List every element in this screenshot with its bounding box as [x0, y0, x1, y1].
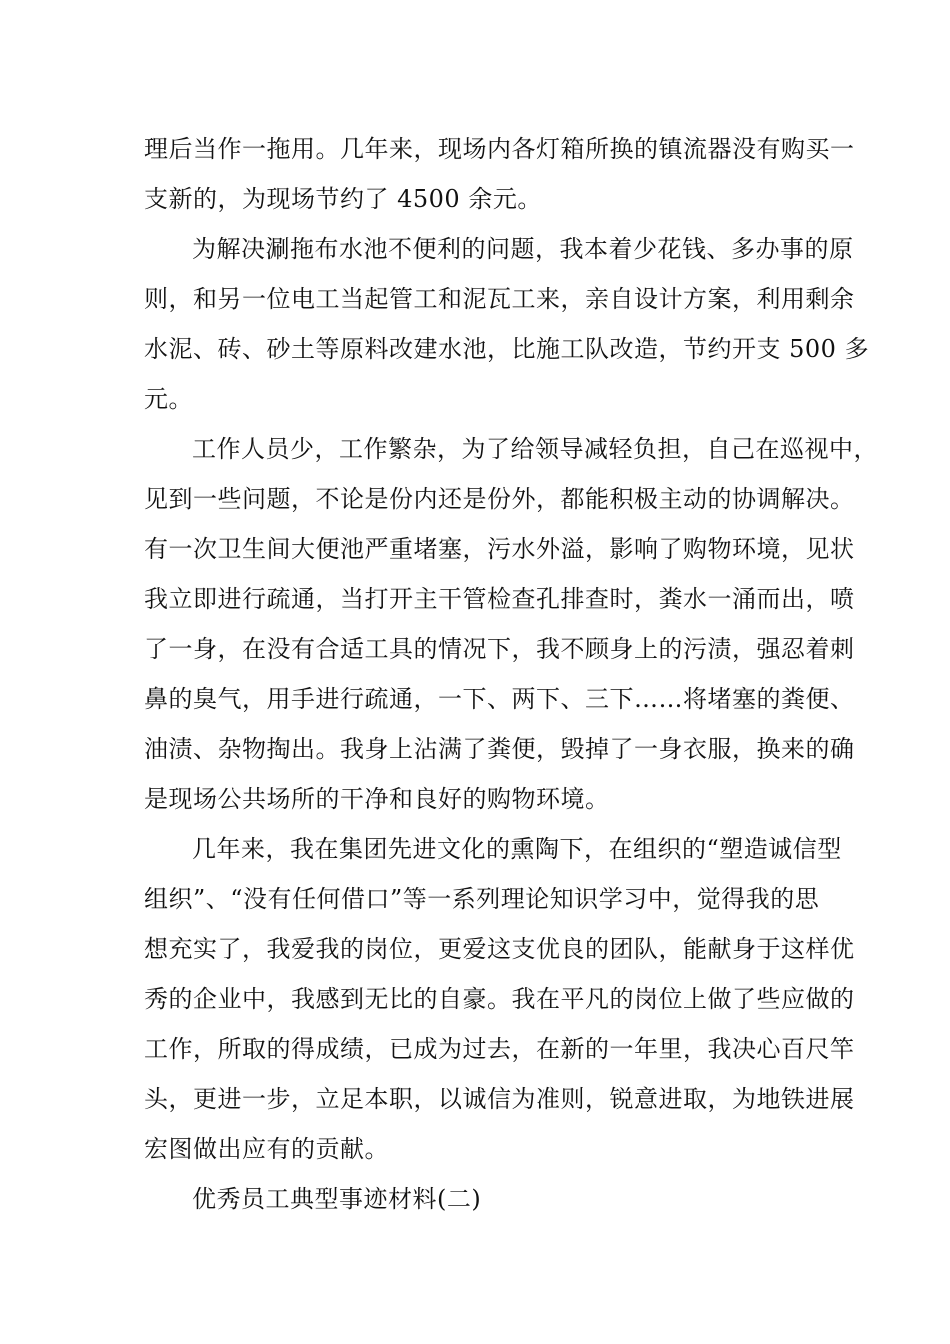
text-line: 工作，所取的得成绩，已成为过去，在新的一年里，我决心百尺竿 [144, 1035, 855, 1063]
text-line: 则，和另一位电工当起管工和泥瓦工来，亲自设计方案，利用剩余 [144, 285, 855, 313]
paragraph-start: 为解决涮拖布水池不便利的问题，我本着少花钱、多办事的原 [192, 235, 854, 263]
text-line: 水泥、砖、砂土等原料改建水池，比施工队改造，节约开支 500 多 [144, 335, 870, 363]
text-line: 油渍、杂物掏出。我身上沾满了粪便，毁掉了一身衣服，换来的确 [144, 735, 855, 763]
text-line: 元。 [144, 385, 193, 413]
text-line: 组织”、“没有任何借口”等一系列理论知识学习中，觉得我的思 [144, 885, 820, 913]
text-line: 鼻的臭气，用手进行疏通，一下、两下、三下……将堵塞的粪便、 [144, 685, 855, 713]
text-line: 头，更进一步，立足本职，以诚信为准则，锐意进取，为地铁进展 [144, 1085, 855, 1113]
text-line: 见到一些问题，不论是份内还是份外，都能积极主动的协调解决。 [144, 485, 855, 513]
section-heading: 优秀员工典型事迹材料(二) [192, 1185, 482, 1213]
text-line: 宏图做出应有的贡献。 [144, 1135, 389, 1163]
text-line: 了一身，在没有合适工具的情况下，我不顾身上的污渍，强忍着刺 [144, 635, 855, 663]
text-line: 秀的企业中，我感到无比的自豪。我在平凡的岗位上做了些应做的 [144, 985, 855, 1013]
paragraph-start: 几年来，我在集团先进文化的熏陶下，在组织的“塑造诚信型 [192, 835, 842, 863]
text-line: 想充实了，我爱我的岗位，更爱这支优良的团队，能献身于这样优 [144, 935, 855, 963]
text-line: 支新的，为现场节约了 4500 余元。 [144, 185, 542, 213]
text-line: 是现场公共场所的干净和良好的购物环境。 [144, 785, 610, 813]
paragraph-start: 工作人员少，工作繁杂，为了给领导减轻负担，自己在巡视中， [192, 435, 878, 463]
text-line: 理后当作一拖用。几年来，现场内各灯箱所换的镇流器没有购买一 [144, 135, 855, 163]
text-line: 有一次卫生间大便池严重堵塞，污水外溢，影响了购物环境，见状 [144, 535, 855, 563]
text-line: 我立即进行疏通，当打开主干管检查孔排查时，粪水一涌而出，喷 [144, 585, 855, 613]
